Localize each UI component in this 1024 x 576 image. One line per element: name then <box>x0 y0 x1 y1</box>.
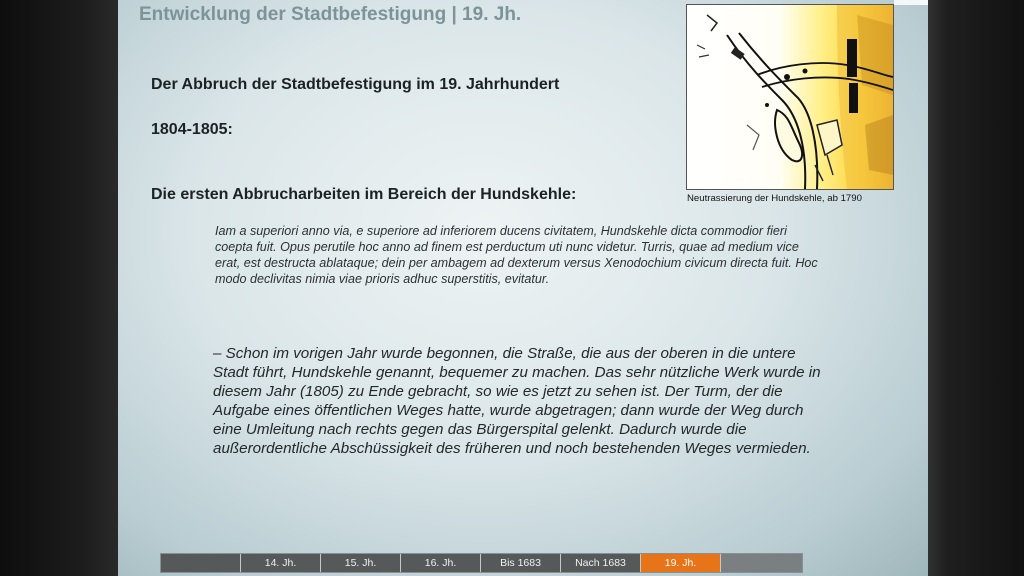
room-wall-right <box>920 0 1024 576</box>
screen-edge <box>894 0 928 5</box>
nav-tab-bis-1683[interactable]: Bis 1683 <box>481 554 561 572</box>
nav-tab-14-jh[interactable]: 14. Jh. <box>241 554 321 572</box>
nav-tab-blank-end[interactable] <box>721 554 801 572</box>
projection-screen <box>118 0 928 576</box>
latin-quote: Iam a superiori anno via, e superiore ad inferiorem ducens civitatem, Hundskehle dicta commodior fieri coepta fuit. Opus perutile hoc anno ad finem est perductum uti nunc videtur. Turris, quae ad medium vice erat, est destructa ablataque; dein per ambagem ad dexterum versus Xenodochium civicum directa fuit. Hoc modo declivitas nimia viae prioris adhuc superstitis, evitatur. <box>215 224 818 286</box>
timeline-navigation <box>160 553 803 573</box>
section-heading: Die ersten Abbrucharbeiten im Bereich der Hundskehle: <box>151 186 577 203</box>
date-range: 1804-1805: <box>151 121 233 138</box>
nav-tab-nach-1683[interactable]: Nach 1683 <box>561 554 641 572</box>
map-caption: Neutrassierung der Hundskehle, ab 1790 <box>687 193 862 204</box>
nav-tab-blank-start[interactable] <box>161 554 241 572</box>
nav-tab-15-jh[interactable]: 15. Jh. <box>321 554 401 572</box>
room-wall-left <box>0 0 120 576</box>
nav-tab-19-jh[interactable]: 19. Jh. <box>641 554 721 572</box>
historical-map-image <box>686 4 894 190</box>
slide-subtitle: Der Abbruch der Stadtbefestigung im 19. Jahrhundert <box>151 76 560 93</box>
nav-tab-16-jh[interactable]: 16. Jh. <box>401 554 481 572</box>
slide-title: Entwicklung der Stadtbefestigung | 19. Jh. <box>139 4 522 25</box>
german-translation: – Schon im vorigen Jahr wurde begonnen, die Straße, die aus der oberen in die untere Stadt führt, Hundskehle genannt, bequemer zu machen. Das sehr nützliche Werk wurde in diesem Jahr (1805) zu Ende gebracht, so wie es jetzt zu sehen ist. Der Turm, der die Aufgabe eines öffentlichen Weges hatte, wurde abgetragen; dann wurde der Weg durch eine Umleitung nach rechts gegen das Bürgerspital gelenkt. Dadurch wurde die außerordentliche Abschüssigkeit des früheren und noch bestehenden Weges vermieden. <box>213 345 821 457</box>
map-illustration <box>687 5 893 189</box>
